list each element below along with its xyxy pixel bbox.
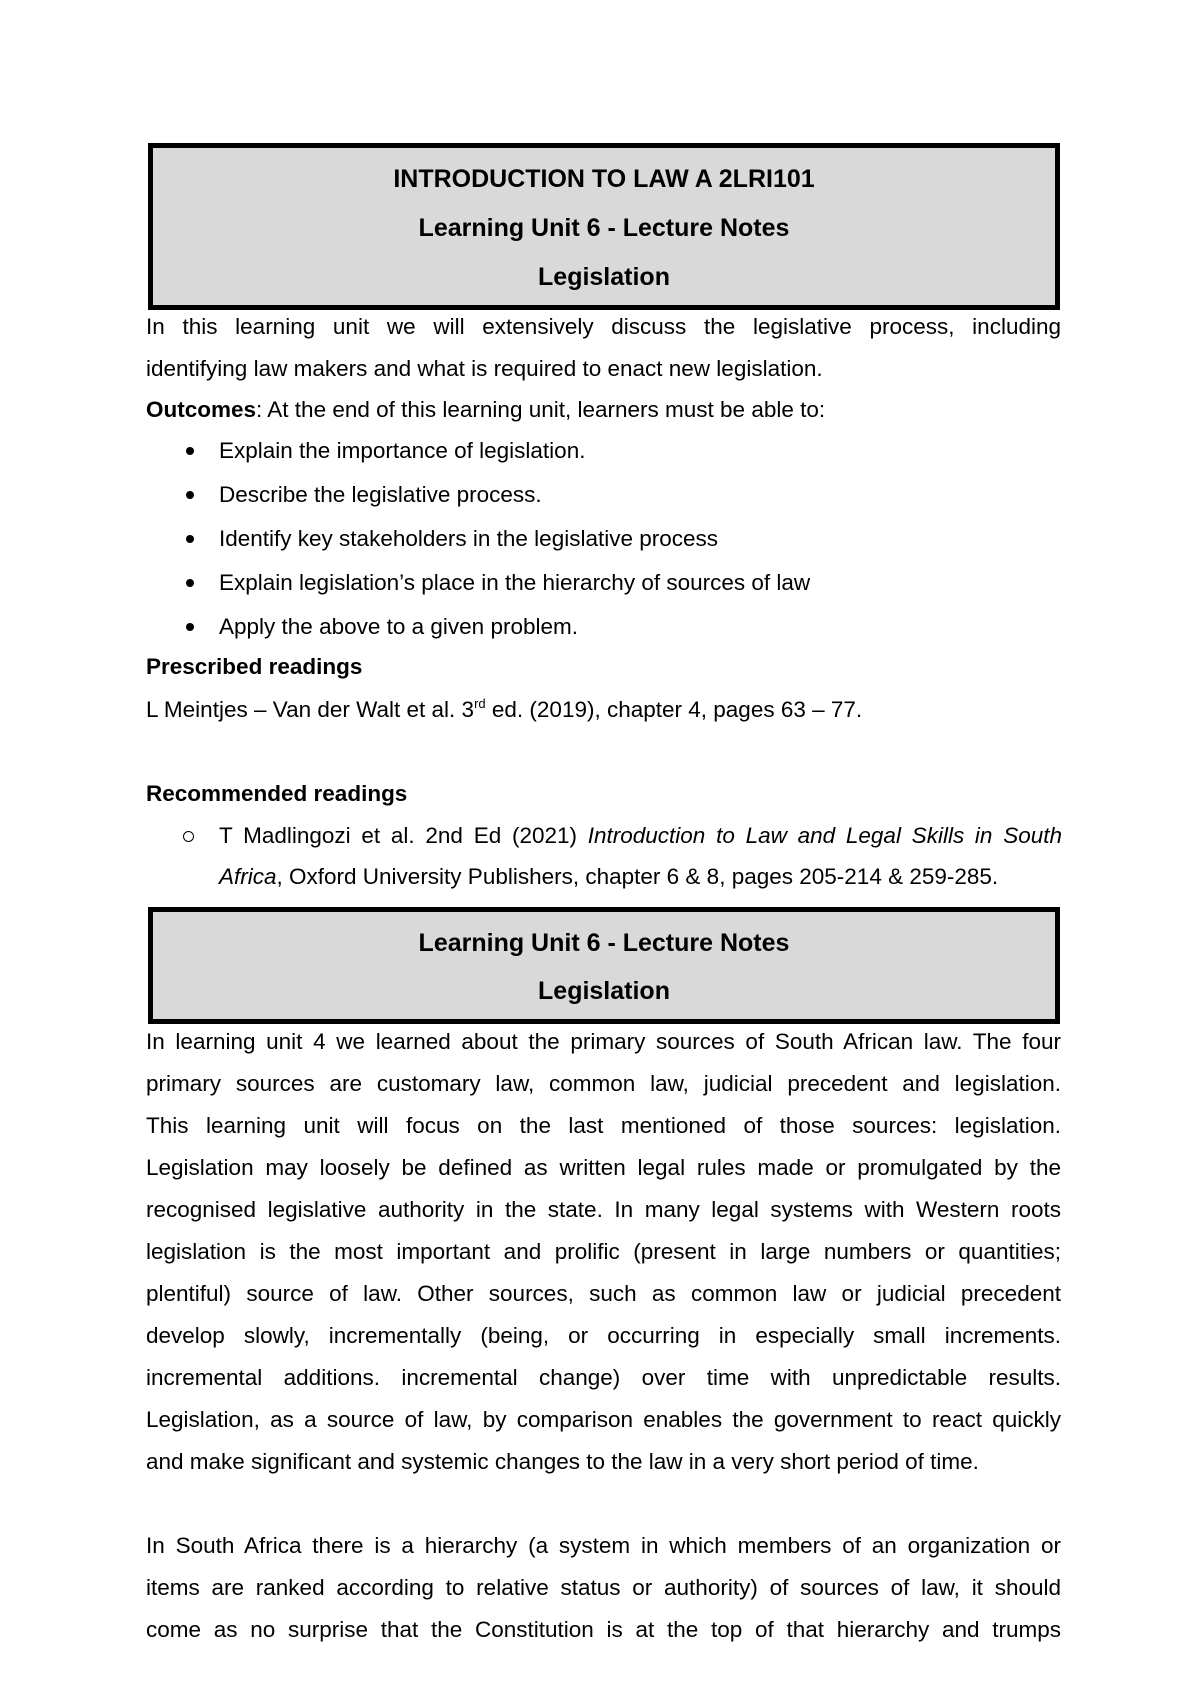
- outcome-item: Apply the above to a given problem.: [219, 614, 578, 639]
- section-topic-title: Legislation: [538, 977, 670, 1005]
- prescribed-heading: Prescribed readings: [146, 654, 363, 679]
- paragraph-line: Legislation may loosely be defined as written legal rules made or promulgated by the: [146, 1155, 1061, 1180]
- bullet-icon: [186, 579, 194, 587]
- course-title: INTRODUCTION TO LAW A 2LRI101: [393, 165, 815, 193]
- section-unit-title: Learning Unit 6 - Lecture Notes: [418, 929, 790, 957]
- prescribed-ref-text-end: ed. (2019), chapter 4, pages 63 – 77.: [485, 697, 863, 722]
- paragraph-line: In South Africa there is a hierarchy (a system in which members of an organization or: [146, 1533, 1061, 1558]
- outcome-item: Explain legislation’s place in the hierarchy of sources of law: [219, 570, 811, 595]
- paragraph-line: primary sources are customary law, common law, judicial precedent and legislation.: [146, 1071, 1061, 1096]
- recommended-ref-text: T Madlingozi et al. 2nd Ed (2021): [219, 823, 588, 848]
- paragraph-line: In learning unit 4 we learned about the primary sources of South African law. The four: [146, 1029, 1061, 1054]
- paragraph-line: legislation is the most important and prolific (present in large numbers or quantities;: [146, 1239, 1061, 1264]
- paragraph-line: items are ranked according to relative status or authority) of sources of law, it should: [146, 1575, 1061, 1600]
- section-box: [148, 907, 1060, 1024]
- paragraph-line: and make significant and systemic changes to the law in a very short period of time.: [146, 1449, 979, 1474]
- recommended-ref-book-title: Introduction to Law and Legal Skills in South: [587, 823, 1062, 848]
- bullet-icon: [186, 623, 194, 631]
- paragraph-line: This learning unit will focus on the last mentioned of those sources: legislation.: [146, 1113, 1061, 1138]
- prescribed-ref-text: L Meintjes – Van der Walt et al. 3: [146, 697, 475, 722]
- paragraph-line: incremental additions. incremental change) over time with unpredictable results.: [146, 1365, 1061, 1390]
- outcomes-text: : At the end of this learning unit, learners must be able to:: [256, 397, 826, 422]
- circle-bullet-icon: [183, 831, 194, 842]
- bullet-icon: [186, 447, 194, 455]
- recommended-reference-line-1: [219, 815, 1062, 857]
- recommended-reference-line-2: [219, 856, 998, 898]
- title-box: [148, 143, 1060, 310]
- recommended-ref-publisher: , Oxford University Publishers, chapter 6 & 8, pages 205-214 & 259-285.: [276, 864, 999, 889]
- outcome-item: Identify key stakeholders in the legislative process: [219, 526, 719, 551]
- bullet-icon: [186, 491, 194, 499]
- paragraph-line: come as no surprise that the Constitution is at the top of that hierarchy and trumps: [146, 1617, 1061, 1642]
- paragraph-line: develop slowly, incrementally (being, or occurring in especially small increments.: [146, 1323, 1061, 1348]
- prescribed-ref-sup: rd: [474, 696, 486, 711]
- outcomes-line: [146, 389, 1061, 431]
- prescribed-reference: [146, 689, 1061, 731]
- bullet-icon: [186, 535, 194, 543]
- topic-title: Legislation: [538, 263, 670, 291]
- recommended-ref-book-title-end: Africa: [219, 864, 277, 889]
- intro-line-2: identifying law makers and what is required to enact new legislation.: [146, 356, 823, 381]
- recommended-heading: Recommended readings: [146, 781, 408, 806]
- intro-line-1: In this learning unit we will extensively discuss the legislative process, including: [146, 314, 1061, 339]
- paragraph-line: recognised legislative authority in the state. In many legal systems with Western roots: [146, 1197, 1061, 1222]
- paragraph-line: Legislation, as a source of law, by comparison enables the government to react quickly: [146, 1407, 1061, 1432]
- outcomes-label: Outcomes: [146, 397, 257, 422]
- outcome-item: Explain the importance of legislation.: [219, 438, 586, 463]
- outcome-item: Describe the legislative process.: [219, 482, 542, 507]
- paragraph-line: plentiful) source of law. Other sources, such as common law or judicial precedent: [146, 1281, 1061, 1306]
- unit-title: Learning Unit 6 - Lecture Notes: [418, 214, 790, 242]
